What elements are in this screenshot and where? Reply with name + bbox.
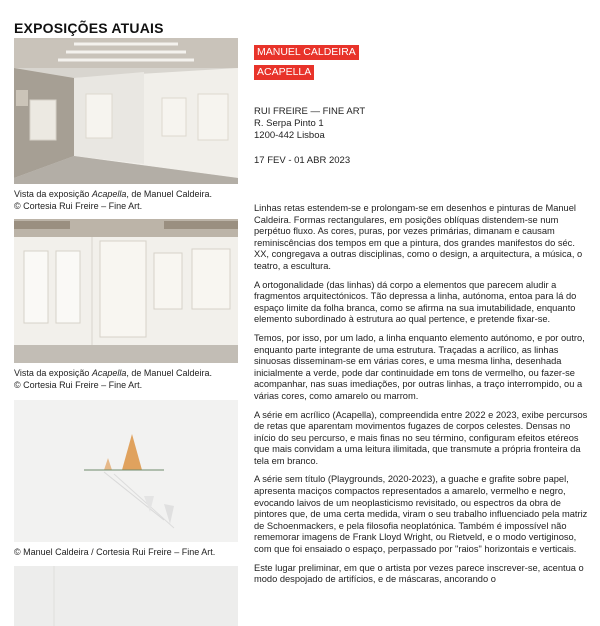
- exhibition-photo-4[interactable]: [14, 566, 238, 626]
- artwork-photo-3[interactable]: [14, 400, 238, 542]
- gallery-name: RUI FREIRE — FINE ART: [254, 106, 366, 117]
- paragraph: A série sem título (Playgrounds, 2020-2023), a guache e grafite sobre papel, apresenta maciços compactos representados a amarelo, vermelho e negro, evocando laivos de um neoplasticismo revisitado, ou espectros da obra de pintores que, de uma certa medida, viram o seu trabalho influenciado pela matriz de Schoenmackers, e pela filosofia neoplatónica. Também é impossível não rememorar imagens de Frank Lloyd Wright, ou Rietveld, e o modo vertiginoso, com que foi ensaiado o espaço, perpassado por "raios" horizontais e verticais.: [254, 474, 588, 555]
- page-title: EXPOSIÇÕES ATUAIS: [14, 20, 164, 36]
- address-line-1: R. Serpa Pinto 1: [254, 118, 324, 129]
- exhibition-photo-2[interactable]: [14, 219, 238, 363]
- photo-3-caption: © Manuel Caldeira / Cortesia Rui Freire – Fine Art.: [14, 547, 216, 557]
- article-body: [254, 203, 590, 593]
- image-column: [14, 38, 238, 626]
- paragraph: Este lugar preliminar, em que o artista por vezes parece inscrever-se, acentua o modo despojado de artifícios, e de máscaras, ancorando o: [254, 562, 584, 585]
- paragraph: A ortogonalidade (das linhas) dá corpo a elementos que parecem aludir a fragmentos arquitectónicos. Tão depressa a linha, autónoma, entoa para lá do espaço limite da folha branca, como se afirma na sua imutabilidade, enquanto elemento subordinado à estrutura ao qual pertence, e pretende fixar-se.: [254, 279, 577, 325]
- paragraph: Linhas retas estendem-se e prolongam-se em desenhos e pinturas de Manuel Caldeira. Formas rectangulares, em posições oblíquas distendem-se num perpétuo fluxo. As cores, puras, por vezes primárias, dimanam e causam reminiscências dos tempos em que a pintura, dos grandes manifestos do séc. XX, congregava a outras disciplinas, como o design, a arquitectura, a música, o teatro, a escultura.: [254, 203, 583, 271]
- exhibition-tag[interactable]: ACAPELLA: [254, 65, 314, 80]
- photo-1-caption: Vista da exposição Acapella, de Manuel Caldeira. © Cortesia Rui Freire – Fine Art.: [14, 189, 212, 211]
- gallery-address: [254, 106, 590, 142]
- address-line-2: 1200-442 Lisboa: [254, 130, 325, 141]
- paragraph: A série em acrílico (Acapella), compreendida entre 2022 e 2023, exibe percursos de retas que aparentam movimentos fugazes de corpos celestes. Densas no início do seu percurso, e mais finas no seu término, configuram efeitos etéreos que mais convidam a uma leitura ilimitada, que transmute a própria fronteira da tela em branco.: [254, 409, 588, 466]
- photo-2-caption: Vista da exposição Acapella, de Manuel Caldeira. © Cortesia Rui Freire – Fine Art.: [14, 368, 212, 390]
- paragraph: Temos, por isso, por um lado, a linha enquanto elemento autónomo, e por outro, enquanto parte integrante de uma estrutura. Traçadas a acrílico, as linhas sinuosas disseminam-se em várias cores, e uma mesma linha, desenhada inicialmente a verde, pode dar continuidade em tons de vermelho, ou fazer-se acompanhar, nas suas imediações, por outras linhas, a traço interrompido, ou a várias cores, como amarelo ou marrom.: [254, 332, 585, 401]
- exhibition-dates: 17 FEV - 01 ABR 2023: [254, 155, 351, 166]
- artist-tag[interactable]: MANUEL CALDEIRA: [254, 45, 359, 60]
- exhibition-photo-1[interactable]: [14, 38, 238, 184]
- exhibition-info: [254, 42, 590, 166]
